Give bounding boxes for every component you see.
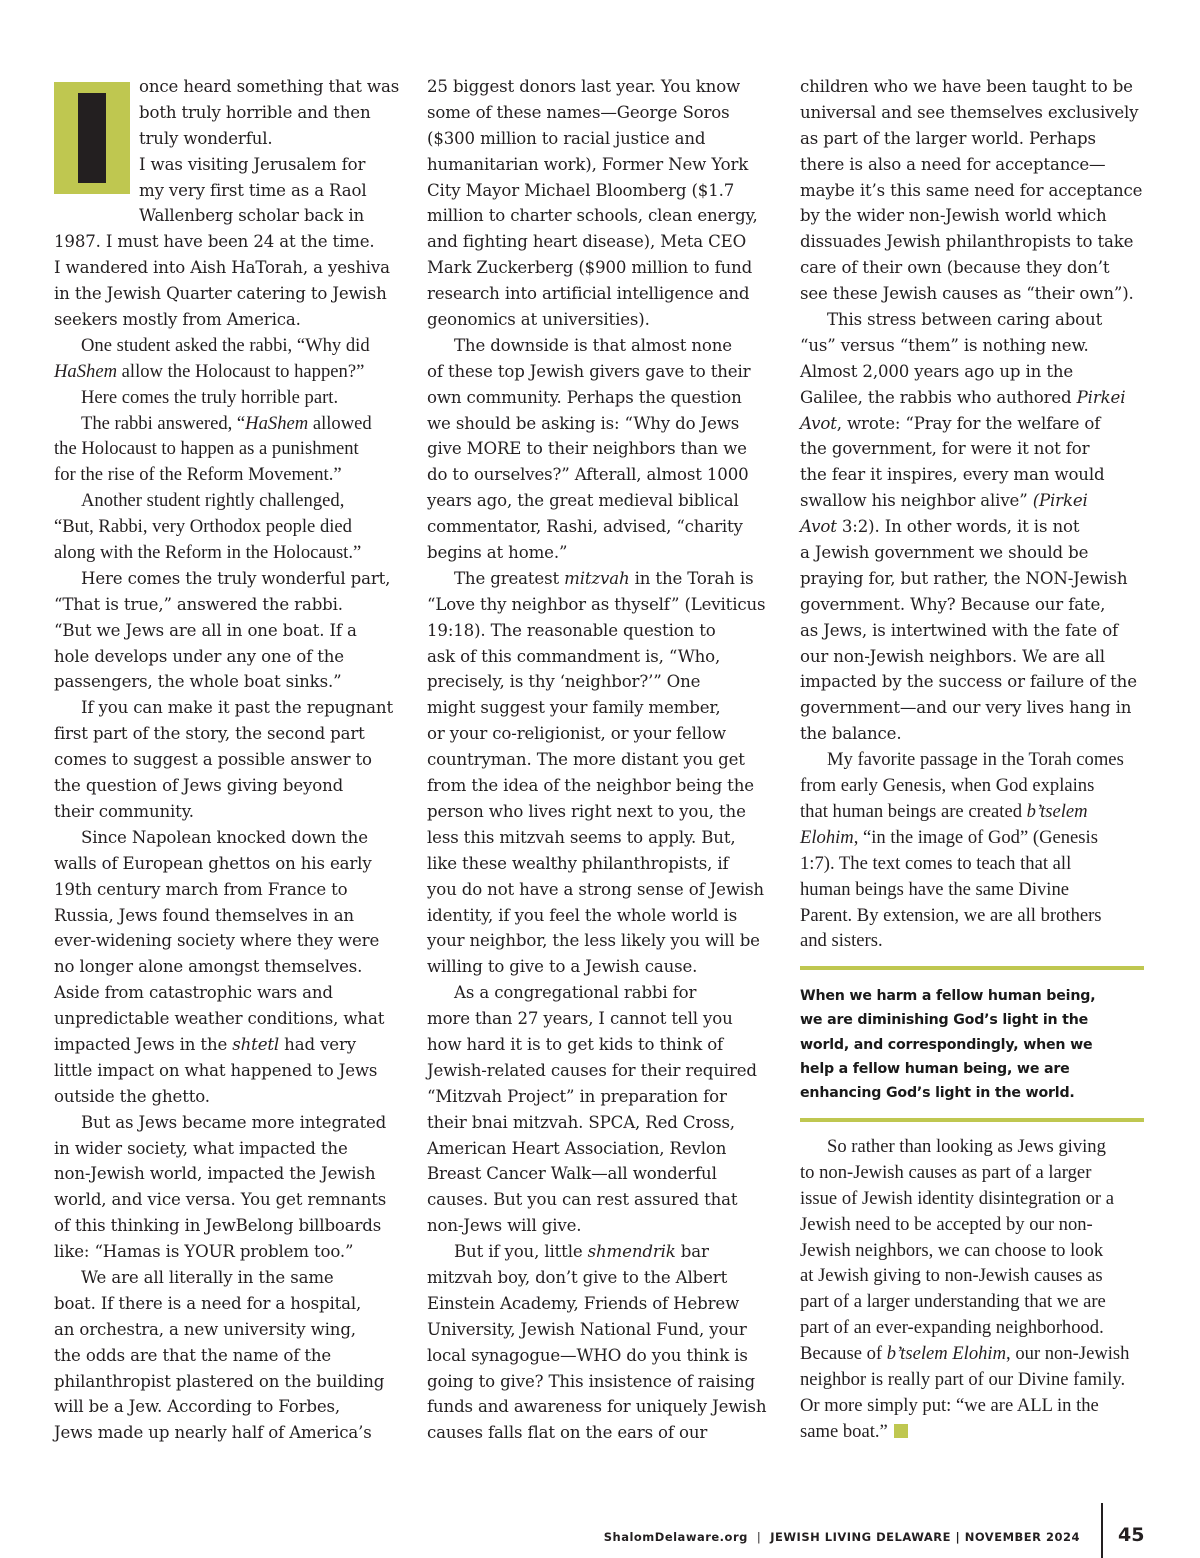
- text-line: Mark Zuckerberg ($900 million to fund: [427, 258, 753, 278]
- text-line: by the wider non-Jewish world which: [800, 206, 1107, 226]
- page-number: 45: [1118, 1524, 1145, 1546]
- text-line: Another student rightly challenged,: [81, 490, 345, 512]
- text-line: we should be asking is: “Why do Jews: [427, 413, 740, 433]
- text-line: 1987. I must have been 24 at the time.: [54, 232, 375, 252]
- pull-quote-line: enhancing God’s light in the world.: [800, 1085, 1075, 1102]
- text-line: same boat.”: [800, 1419, 1148, 1445]
- page-footer: [604, 1530, 1080, 1544]
- text-line: the odds are that the name of the: [54, 1345, 332, 1365]
- text-line: no longer alone amongst themselves.: [54, 957, 363, 977]
- text-line: impacted by the success or failure of the: [800, 672, 1137, 692]
- text-line: geonomics at universities).: [427, 310, 650, 330]
- text-line: American Heart Association, Revlon: [427, 1138, 727, 1158]
- footer-website: ShalomDelaware.org: [603, 1530, 748, 1544]
- text-line: world, and vice versa. You get remnants: [54, 1190, 387, 1210]
- text-line: 25 biggest donors last year. You know: [427, 77, 741, 96]
- text-line: at Jewish giving to non-Jewish causes as: [800, 1265, 1103, 1287]
- text-line: maybe it’s this same need for acceptance: [800, 180, 1143, 200]
- text-line: see these Jewish causes as “their own”).: [800, 284, 1134, 304]
- text-line: and sisters.: [800, 930, 883, 952]
- text-line: the fear it inspires, every man would: [800, 465, 1105, 485]
- text-line: my very first time as a Raol: [139, 180, 367, 200]
- pull-quote-line: world, and correspondingly, when we: [800, 1036, 1093, 1053]
- end-mark-icon: [894, 1424, 908, 1438]
- pull-quote-top-rule: [800, 966, 1144, 970]
- text-line: We are all literally in the same: [81, 1267, 334, 1287]
- article-column-2: [427, 74, 777, 1446]
- text-line: precisely, is thy ‘neighbor?’” One: [427, 672, 701, 692]
- text-line: I wandered into Aish HaTorah, a yeshiva: [54, 258, 390, 278]
- text-line: As a congregational rabbi for: [454, 983, 697, 1003]
- pull-quote-line: When we harm a fellow human being,: [800, 988, 1096, 1004]
- text-line: seekers mostly from America.: [54, 310, 301, 330]
- text-line: countryman. The more distant you get: [427, 750, 745, 770]
- text-line: do to ourselves?” Afterall, almost 1000: [427, 465, 749, 485]
- text-line: you do not have a strong sense of Jewish: [427, 879, 764, 899]
- text-line: This stress between caring about: [827, 310, 1103, 330]
- text-line: million to charter schools, clean energy,: [427, 206, 758, 226]
- text-line: issue of Jewish identity disintegration or a: [800, 1187, 1114, 1209]
- text-line: how hard it is to get kids to think of: [427, 1034, 724, 1054]
- text-line: along with the Reform in the Holocaust.”: [54, 542, 362, 564]
- text-line: So rather than looking as Jews giving: [827, 1136, 1106, 1157]
- text-line: causes falls flat on the ears of our: [427, 1423, 708, 1443]
- text-line: part of an ever-expanding neighborhood.: [800, 1317, 1104, 1339]
- text-line: philanthropist plastered on the building: [54, 1371, 385, 1391]
- text-line: “Mitzvah Project” in preparation for: [427, 1086, 727, 1106]
- article-column-3: [800, 74, 1148, 954]
- text-line: Since Napolean knocked down the: [81, 827, 368, 847]
- text-line: City Mayor Michael Bloomberg ($1.7: [427, 180, 735, 200]
- text-line: in the Jewish Quarter catering to Jewish: [54, 284, 387, 304]
- text-line: Breast Cancer Walk—all wonderful: [427, 1164, 717, 1184]
- text-line: to non-Jewish causes as part of a larger: [800, 1161, 1092, 1183]
- text-line: Elohim, “in the image of God” (Genesis: [800, 826, 1098, 848]
- text-line: 19th century march from France to: [54, 879, 348, 899]
- text-line: outside the ghetto.: [54, 1086, 210, 1106]
- text-line: non-Jews will give.: [427, 1216, 582, 1236]
- pull-quote-bottom-rule: [800, 1118, 1144, 1122]
- pull-quote-line: help a fellow human being, we are: [800, 1060, 1070, 1077]
- text-line: or your co-religionist, or your fellow: [427, 724, 726, 744]
- text-line: swallow his neighbor alive” (Pirkei: [800, 491, 1088, 511]
- text-line: government—and our very lives hang in: [800, 698, 1132, 718]
- text-line: ever-widening society where they were: [54, 931, 380, 951]
- text-line: “That is true,” answered the rabbi.: [54, 594, 343, 614]
- text-line: commentator, Rashi, advised, “charity: [427, 517, 743, 537]
- text-line: more than 27 years, I cannot tell you: [427, 1009, 733, 1029]
- text-line: Avot, wrote: “Pray for the welfare of: [800, 413, 1101, 433]
- text-line: children who we have been taught to be: [800, 77, 1133, 96]
- text-line: boat. If there is a need for a hospital,: [54, 1293, 362, 1313]
- pull-quote: [800, 984, 1144, 1105]
- text-line: “us” versus “them” is nothing new.: [800, 335, 1089, 355]
- pull-quote-line: we are diminishing God’s light in the: [800, 1012, 1089, 1029]
- text-line: like these wealthy philanthropists, if: [427, 853, 729, 873]
- text-line: “But we Jews are all in one boat. If a: [54, 620, 357, 640]
- text-line: their bnai mitzvah. SPCA, Red Cross,: [427, 1112, 735, 1132]
- text-line: Here comes the truly wonderful part,: [81, 568, 391, 588]
- text-line: person who lives right next to you, the: [427, 801, 746, 821]
- text-line: The rabbi answered, “HaShem allowed: [81, 412, 372, 434]
- text-line: begins at home.”: [427, 543, 568, 563]
- text-line: funds and awareness for uniquely Jewish: [427, 1397, 767, 1417]
- text-line: ($300 million to racial justice and: [427, 128, 706, 148]
- text-line: human beings have the same Divine: [800, 878, 1070, 900]
- footer-separator: |: [756, 1530, 762, 1544]
- text-line: The greatest mitzvah in the Torah is: [454, 568, 754, 588]
- text-line: But if you, little shmendrik bar: [454, 1242, 709, 1262]
- text-line: of these top Jewish givers gave to their: [427, 361, 751, 381]
- text-line: Jewish-related causes for their required: [427, 1060, 757, 1080]
- text-line: Einstein Academy, Friends of Hebrew: [427, 1293, 740, 1313]
- text-line: identity, if you feel the whole world is: [427, 905, 738, 925]
- text-line: Jews made up nearly half of America’s: [54, 1423, 372, 1443]
- text-line: local synagogue—WHO do you think is: [427, 1345, 748, 1365]
- text-line: the government, for were it not for: [800, 439, 1090, 459]
- text-line: Galilee, the rabbis who authored Pirkei: [800, 387, 1126, 407]
- text-line: their community.: [54, 801, 194, 821]
- text-line: University, Jewish National Fund, your: [427, 1319, 747, 1339]
- text-line: walls of European ghettos on his early: [54, 853, 372, 873]
- text-line: The downside is that almost none: [454, 335, 732, 355]
- text-line: passengers, the whole boat sinks.”: [54, 672, 342, 692]
- text-line: and fighting heart disease), Meta CEO: [427, 232, 747, 252]
- text-line: a Jewish government we should be: [800, 543, 1089, 563]
- text-line: But as Jews became more integrated: [81, 1112, 387, 1132]
- text-line: there is also a need for acceptance—: [800, 154, 1106, 174]
- text-line: One student asked the rabbi, “Why did: [81, 334, 370, 356]
- text-line: neighbor is really part of our Divine family.: [800, 1369, 1126, 1391]
- text-line: care of their own (because they don’t: [800, 258, 1110, 278]
- text-line: own community. Perhaps the question: [427, 387, 742, 407]
- text-line: causes. But you can rest assured that: [427, 1190, 738, 1210]
- text-line: as Jews, is intertwined with the fate of: [800, 620, 1119, 640]
- text-line: part of a larger understanding that we are: [800, 1291, 1106, 1313]
- text-line: humanitarian work), Former New York: [427, 154, 749, 174]
- text-line: the balance.: [800, 724, 902, 744]
- text-line: of this thinking in JewBelong billboards: [54, 1216, 382, 1236]
- text-line: Because of b’tselem Elohim, our non-Jewish: [800, 1343, 1130, 1365]
- text-line: will be a Jew. According to Forbes,: [54, 1397, 340, 1417]
- text-line: years ago, the great medieval biblical: [427, 491, 739, 511]
- text-line: Aside from catastrophic wars and: [54, 983, 333, 1003]
- footer-publication: JEWISH LIVING DELAWARE: [770, 1530, 951, 1544]
- text-line: hole develops under any one of the: [54, 646, 344, 666]
- text-line: mitzvah boy, don’t give to the Albert: [427, 1267, 728, 1287]
- text-line: both truly horrible and then: [139, 102, 371, 122]
- text-line: the question of Jews giving beyond: [54, 776, 344, 796]
- text-line: Russia, Jews found themselves in an: [54, 905, 354, 925]
- text-line: in wider society, what impacted the: [54, 1138, 348, 1158]
- text-line: from the idea of the neighbor being the: [427, 776, 754, 796]
- text-line: the Holocaust to happen as a punishment: [54, 438, 359, 460]
- text-line: praying for, but rather, the NON-Jewish: [800, 568, 1128, 588]
- article-closing-text: [800, 1134, 1148, 1445]
- text-line: truly wonderful.: [139, 128, 273, 148]
- text-line: Or more simply put: “we are ALL in the: [800, 1394, 1099, 1416]
- text-line: I was visiting Jerusalem for: [139, 154, 366, 174]
- text-line: ask of this commandment is, “Who,: [427, 646, 721, 666]
- text-line: some of these names—George Soros: [427, 102, 730, 122]
- text-line: HaShem allow the Holocaust to happen?”: [54, 360, 365, 382]
- text-line: 1:7). The text comes to teach that all: [800, 852, 1072, 874]
- text-line: willing to give to a Jewish cause.: [427, 957, 698, 977]
- text-line: from early Genesis, when God explains: [800, 775, 1095, 797]
- text-line: an orchestra, a new university wing,: [54, 1319, 356, 1339]
- text-line: If you can make it past the repugnant: [81, 698, 393, 718]
- text-line: Almost 2,000 years ago up in the: [800, 361, 1074, 381]
- text-line: might suggest your family member,: [427, 698, 721, 718]
- text-line: Jewish neighbors, we can choose to look: [800, 1239, 1104, 1261]
- text-line: 19:18). The reasonable question to: [427, 620, 716, 640]
- text-line: research into artificial intelligence and: [427, 284, 750, 304]
- text-line: our non-Jewish neighbors. We are all: [800, 646, 1105, 666]
- text-line: unpredictable weather conditions, what: [54, 1009, 385, 1029]
- text-line: for the rise of the Reform Movement.”: [54, 464, 342, 486]
- text-line: “But, Rabbi, very Orthodox people died: [54, 516, 352, 538]
- text-line: government. Why? Because our fate,: [800, 594, 1106, 614]
- text-line: Jewish need to be accepted by our non-: [800, 1213, 1093, 1235]
- text-line: going to give? This insistence of raising: [427, 1371, 756, 1391]
- text-line: Here comes the truly horrible part.: [81, 386, 339, 408]
- text-line: that human beings are created b’tselem: [800, 800, 1088, 822]
- text-line: give MORE to their neighbors than we: [427, 439, 747, 459]
- text-line: non-Jewish world, impacted the Jewish: [54, 1164, 376, 1184]
- text-line: impacted Jews in the shtetl had very: [54, 1034, 356, 1054]
- text-line: little impact on what happened to Jews: [54, 1060, 378, 1080]
- text-line: once heard something that was: [139, 77, 400, 96]
- text-line: your neighbor, the less likely you will be: [427, 931, 760, 951]
- text-line: “Love thy neighbor as thyself” (Leviticus: [427, 594, 766, 614]
- text-line: as part of the larger world. Perhaps: [800, 128, 1096, 148]
- text-line: dissuades Jewish philanthropists to take: [800, 232, 1134, 252]
- footer-issue: | NOVEMBER 2024: [955, 1530, 1080, 1544]
- text-line: Parent. By extension, we are all brothers: [800, 904, 1102, 926]
- text-line: less this mitzvah seems to apply. But,: [427, 827, 736, 847]
- text-line: comes to suggest a possible answer to: [54, 750, 372, 770]
- footer-divider: [1101, 1503, 1103, 1558]
- text-line: universal and see themselves exclusively: [800, 102, 1139, 122]
- text-line: Wallenberg scholar back in: [139, 206, 365, 226]
- text-line: like: “Hamas is YOUR problem too.”: [54, 1242, 354, 1262]
- text-line: Avot 3:2). In other words, it is not: [800, 517, 1080, 537]
- article-column-1: [54, 74, 404, 1446]
- text-line: My favorite passage in the Torah comes: [827, 749, 1124, 771]
- text-line: first part of the story, the second part: [54, 724, 365, 744]
